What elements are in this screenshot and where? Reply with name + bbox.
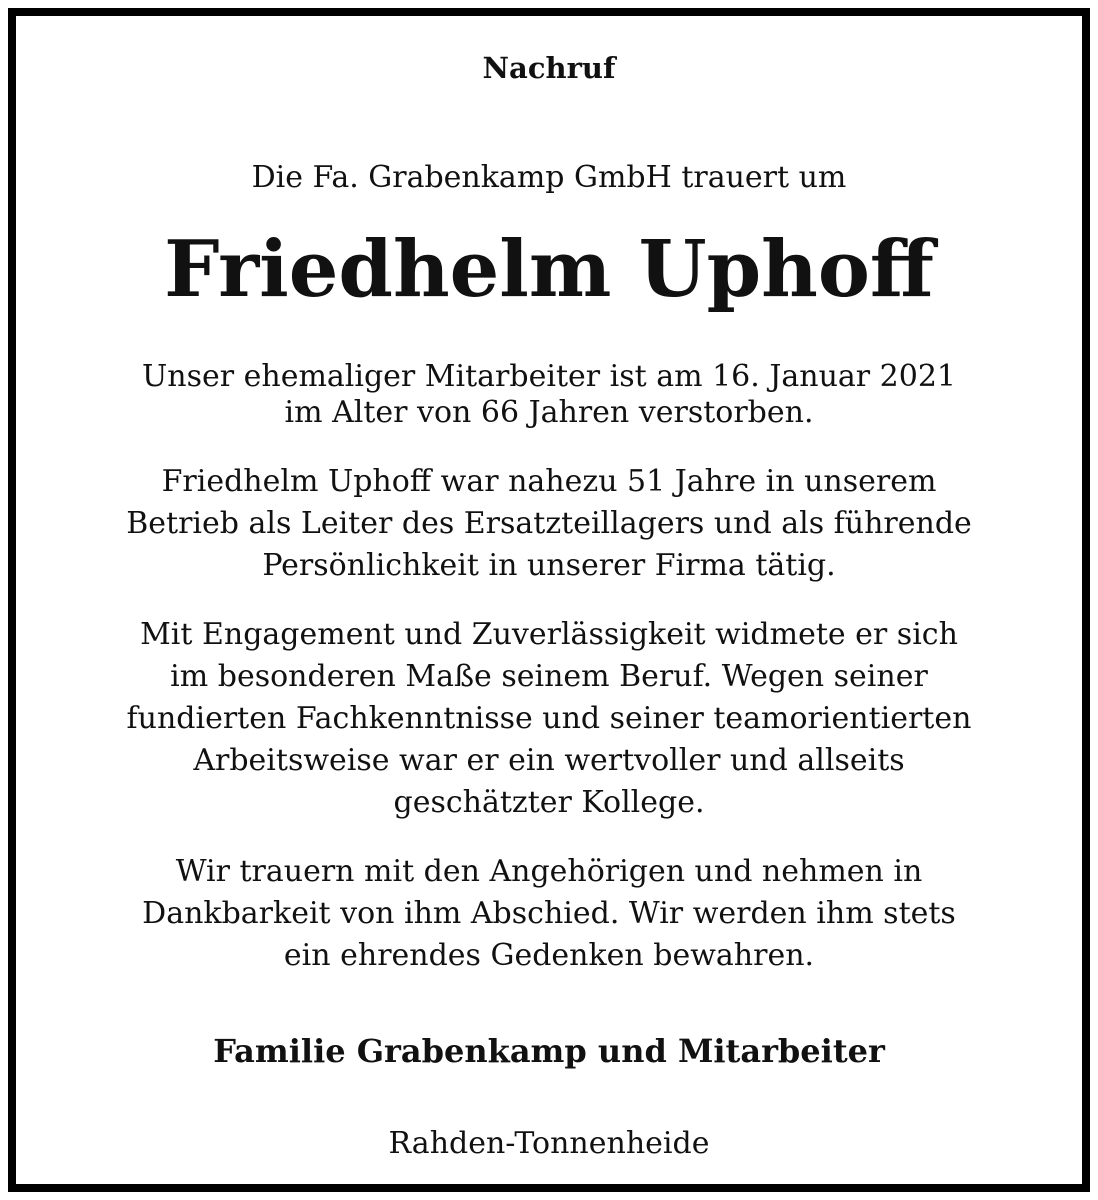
deceased-name: Friedhelm Uphoff	[164, 224, 934, 315]
paragraph-3-line-4: Arbeitsweise war er ein wertvoller und allseits	[193, 743, 905, 778]
paragraph-1-line-2: im Alter von 66 Jahren verstorben.	[284, 395, 814, 430]
paragraph-4-line-3: ein ehrendes Gedenken bewahren.	[283, 938, 815, 973]
paragraph-3-line-3: fundierten Fachkenntnisse und seiner teamorientierten	[126, 701, 972, 736]
paragraph-2-line-1: Friedhelm Uphoff war nahezu 51 Jahre in unserem	[161, 464, 937, 499]
paragraph-3-line-2: im besonderen Maße seinem Beruf. Wegen seiner	[170, 659, 928, 694]
paragraph-1-line-1: Unser ehemaliger Mitarbeiter ist am 16. Januar 2021	[141, 359, 956, 394]
paragraph-4-line-1: Wir trauern mit den Angehörigen und nehmen in	[175, 854, 923, 889]
notice-heading: Nachruf	[482, 51, 616, 85]
paragraph-3-line-5: geschätzter Kollege.	[393, 785, 705, 820]
obituary-notice	[8, 8, 1090, 1192]
paragraph-2-line-3: Persönlichkeit in unserer Firma tätig.	[262, 548, 836, 583]
place-name: Rahden-Tonnenheide	[388, 1126, 710, 1161]
signature: Familie Grabenkamp und Mitarbeiter	[213, 1032, 885, 1070]
paragraph-3-line-1: Mit Engagement und Zuverlässigkeit widmete er sich	[140, 617, 958, 652]
paragraph-4-line-2: Dankbarkeit von ihm Abschied. Wir werden ihm stets	[142, 896, 956, 931]
intro-line: Die Fa. Grabenkamp GmbH trauert um	[251, 160, 847, 195]
paragraph-2-line-2: Betrieb als Leiter des Ersatzteillagers und als führende	[126, 506, 972, 541]
